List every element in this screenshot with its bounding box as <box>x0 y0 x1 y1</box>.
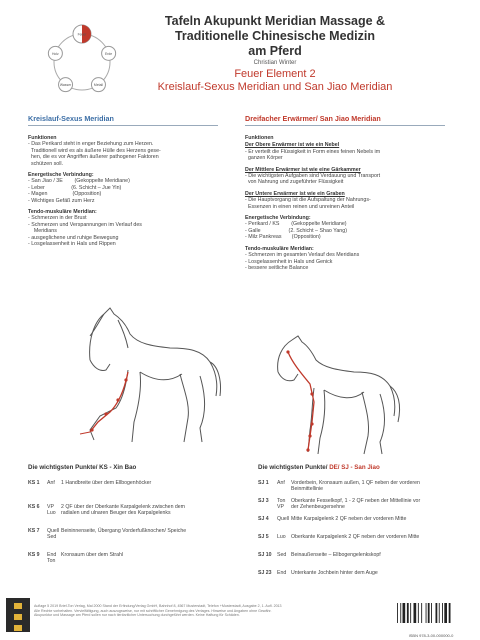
barcode-bar <box>397 603 398 623</box>
text-line: von Nahrung und zugeführter Flüssigkeit <box>245 179 344 186</box>
title-line-2: Traditionelle Chinesische Medizin <box>174 29 376 43</box>
point-type: Luo <box>277 534 286 540</box>
point-description: Beinaußenseite – Ellbogengelenkskopf <box>291 552 381 558</box>
point-code: SJ 4 <box>258 516 269 522</box>
point-type: Sed <box>277 552 287 558</box>
text-line: - Die Hauptvorgang ist die Aufspaltung der Nahrungs- <box>245 197 371 204</box>
text-line: schützen soll. <box>28 160 64 167</box>
element-title: Feuer Element 2 <box>234 68 316 80</box>
barcode-bar <box>439 603 440 623</box>
barcode-bar <box>449 603 451 623</box>
title-line-3: am Pferd <box>248 44 302 58</box>
point-type: Anf <box>47 480 55 486</box>
text-line: - Schmerzen und Verspannungen im Verlauf des <box>28 221 142 228</box>
point-type: End Ton <box>47 552 57 565</box>
point-description: Kronsaum über dem Strahl <box>61 552 123 558</box>
point-type: VP Luo <box>47 504 56 517</box>
point-description: Vorderbein, Kronsaum außen, 1 QF neben der vorderen Beinmittellinie <box>291 480 420 493</box>
publisher-logo <box>6 598 30 632</box>
point-row <box>28 504 191 516</box>
point-description: Oberkante Karpalgelenk 2 QF neben der vorderen Mitte <box>291 534 420 540</box>
horse-illustration-sj <box>258 332 408 462</box>
obere-list <box>245 149 460 162</box>
barcode-bar <box>421 603 422 623</box>
barcode-bar <box>414 603 417 623</box>
right-funktionen-title: Funktionen <box>245 135 274 141</box>
points-right-title <box>258 464 380 471</box>
text-line: - San Jiao / 3E (Gekoppelte Meridiane) <box>28 178 130 185</box>
right-energetisch-title: Energetische Verbindung: <box>245 215 311 222</box>
points-right-title-prefix: Die wichtigsten Punkte/ <box>258 464 328 471</box>
left-energetisch-title: Energetische Verbindung: <box>28 172 94 179</box>
mittlere-title: Der Mittlere Erwärmer ist wie eine Gärkammer <box>245 166 361 173</box>
barcode-bar <box>400 603 401 623</box>
barcode-bar <box>428 603 430 623</box>
point-description: Oberkante Fesselkopf, 1 - 2 QF neben der Mittellinie vor der Zehenbeugersehne <box>291 498 421 511</box>
text-line: - ausgeglichene und ruhige Bewegung <box>28 234 119 241</box>
left-heading: Kreislauf-Sexus Meridian <box>28 114 218 126</box>
text-line: - Perikard / KS (Gekoppelte Meridiane) <box>245 221 347 228</box>
left-energetisch-list <box>28 178 233 204</box>
points-right-title-highlight: DE/ SJ - San Jiao <box>329 464 380 471</box>
element-node-label: Metall <box>93 83 103 88</box>
author: Christian Winter <box>253 60 297 66</box>
point-row <box>258 480 421 492</box>
header-title <box>125 14 425 59</box>
obere-title: Der Obere Erwärmer ist wie ein Nebel <box>245 142 340 149</box>
point-row <box>258 498 421 510</box>
text-line: - Das Perikard steht in enger Beziehung zum Herzen. <box>28 141 154 148</box>
point-description: Mitte Karpalgelenk 2 QF neben der vorderen Mitte <box>291 516 407 522</box>
point-row <box>28 528 191 540</box>
right-tendo-title: Tendo-muskuläre Meridian: <box>245 245 314 252</box>
mittlere-list <box>245 173 460 186</box>
element-node-label: Holz <box>51 51 59 56</box>
left-funktionen-list <box>28 141 233 167</box>
right-text-column <box>245 130 460 271</box>
text-line: - Schmerzen im gesamten Verlauf des Meridians <box>245 252 360 259</box>
text-line: - Milz Pankreas (Opposition) <box>245 234 321 241</box>
barcode-bar <box>444 603 447 623</box>
text-line: - Magen (Opposition) <box>28 191 102 198</box>
left-tendo-title: Tendo-muskuläre Meridian: <box>28 209 97 216</box>
point-description: 1 Handbreite über dem Ellbogenhöcker <box>61 480 152 486</box>
text-line: - bessere seitliche Balance <box>245 264 309 271</box>
point-type: End <box>277 570 287 576</box>
title-line-1: Tafeln Akupunkt Meridian Massage & <box>164 14 386 28</box>
text-line: Traditionell wird es als äußere Hülle des Herzens gese- <box>28 147 161 154</box>
point-code: SJ 3 <box>258 498 269 504</box>
text-line: Meridians <box>28 228 57 235</box>
barcode-bar <box>418 603 419 623</box>
text-line: - Schmerzen in der Brust <box>28 215 87 222</box>
text-line: Akupunktur und Massage am Pferd sollen nur nach tierärztlicher Untersuchung durchgeführt werden. Keine Haftung für Schäden. <box>34 613 240 618</box>
horse-illustration-ks <box>60 300 225 450</box>
points-left-title: Die wichtigsten Punkte/ KS - Xin Bao <box>28 464 137 471</box>
right-tendo-list <box>245 252 460 271</box>
barcode-bar <box>426 603 427 623</box>
point-row <box>258 534 421 540</box>
point-row <box>28 480 191 486</box>
right-heading: Dreifacher Erwärmer/ San Jiao Meridian <box>245 114 445 126</box>
barcode-bar <box>431 603 432 623</box>
barcode-bar <box>442 603 443 623</box>
point-code: KS 1 <box>28 480 40 486</box>
barcode-bar <box>436 603 438 623</box>
isbn-label: ISBN 978-3-00-000000-0 <box>408 633 454 638</box>
text-line: hen, die es vor Angriffen äußerer pathogener Faktoren <box>28 154 159 161</box>
text-line: - Losgelassenheit in Hals und Rippen <box>28 241 116 248</box>
text-line: ganzen Körper <box>245 155 283 162</box>
barcode <box>395 602 467 638</box>
point-code: SJ 23 <box>258 570 272 576</box>
left-text-column <box>28 130 233 248</box>
untere-title: Der Untere Erwärmer ist wie ein Graben <box>245 190 345 197</box>
point-code: SJ 1 <box>258 480 269 486</box>
text-line: - Wichtiges Gefäß zum Herz <box>28 197 95 204</box>
left-funktionen-title: Funktionen <box>28 135 57 141</box>
point-description: Beininnenseite, Übergang Vorderfußknochen/ Speiche <box>61 528 187 534</box>
header-subtitle <box>110 68 440 94</box>
point-row <box>258 570 421 576</box>
text-line: - Er verteilt die Flüssigkeit in Form eines feinen Nebels im <box>245 148 381 155</box>
point-row <box>28 552 191 564</box>
element-node-label: Feuer <box>77 32 87 37</box>
point-code: KS 9 <box>28 552 40 558</box>
element-node-label: Erde <box>105 51 113 56</box>
point-code: SJ 5 <box>258 534 269 540</box>
point-row <box>258 516 421 522</box>
meridian-title: Kreislauf-Sexus Meridian und San Jiao Meridian <box>157 81 393 93</box>
text-line: - Leber (6. Schicht – Jue Yin) <box>28 184 122 191</box>
point-description: Unterkante Jochbein hinter dem Auge <box>291 570 378 576</box>
barcode-bar <box>410 603 411 623</box>
left-tendo-list <box>28 215 233 247</box>
point-row <box>258 552 421 558</box>
barcode-bar <box>403 603 406 623</box>
point-type: Quell <box>277 516 290 522</box>
point-description: 2 QF über der Oberkante Karpalgelenk zwischen dem radialen und ulnaren Beuger des Karpalgelenks <box>61 504 185 517</box>
point-type: Quell Sed <box>47 528 60 541</box>
text-line: - Die wichtigsten Aufgaben sind Verdauung und Transport <box>245 173 381 180</box>
text-line: Alle Rechte vorbehalten. Vervielfältigung, auch auszugsweise, nur mit schriftlicher Genehmigung des Verlages. Hinweise und Angaben ohne Gewähr. <box>34 608 272 613</box>
point-type: Anf <box>277 480 285 486</box>
text-line: - Losgelassenheit in Hals und Genick <box>245 258 333 265</box>
point-code: SJ 10 <box>258 552 272 558</box>
text-line: Auflage 5 2019 Brief-Ton Verlag, Mal 2000 Stand der Erfindung/Verlag GmbH, Bahnhof 8, 4567 Musterstadt, Telefon +Musterstadt, Ausgabe 2, 1. Aufl. 2013 <box>34 604 282 608</box>
point-type: Ton VP <box>277 498 286 511</box>
element-node-label: Wasser <box>59 83 72 88</box>
text-line: - Galle (2. Schicht – Shao Yang) <box>245 227 347 234</box>
barcode-bar <box>407 603 409 623</box>
untere-list <box>245 197 460 210</box>
footer-text <box>34 604 394 618</box>
point-code: KS 7 <box>28 528 40 534</box>
point-code: KS 6 <box>28 504 40 510</box>
right-energetisch-list <box>245 221 460 240</box>
text-line: Essenzen in einen reinen und unreinen Anteil <box>245 203 355 210</box>
